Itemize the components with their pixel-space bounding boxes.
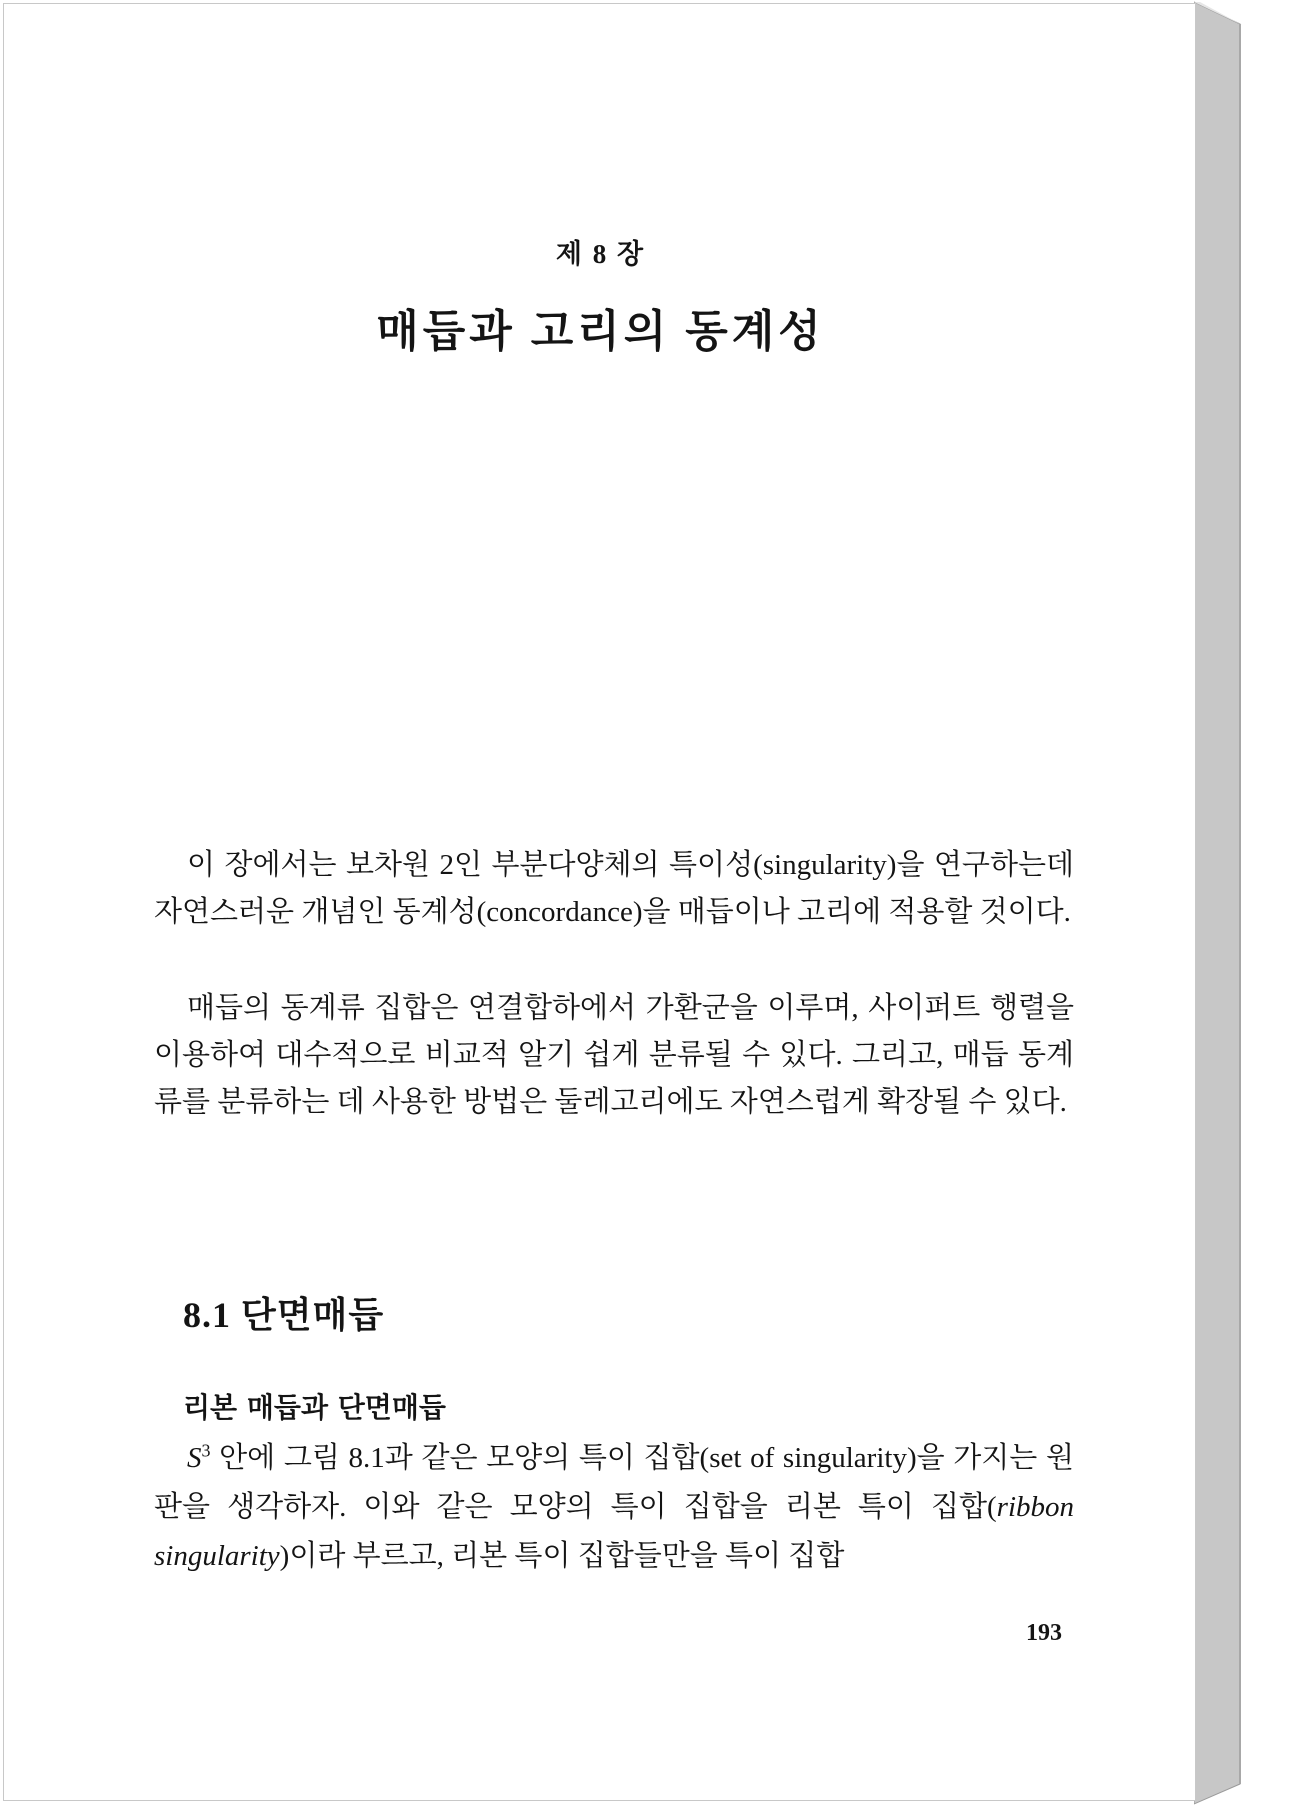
chapter-label: 제 8 장 [555,239,646,269]
section-heading: 8.1 단면매듭 [183,1295,385,1335]
subsection-heading: 리본 매듭과 단면매듭 [183,1391,446,1424]
ribbon-singularity-term: ribbon singularity [154,1491,1074,1572]
intro-paragraph-1: 이 장에서는 보차원 2인 부분다양체의 특이성(singularity)을 연구하는데 자연스러운 개념인 동계성(concordance)을 매듭이나 고리에 적용할 것이다. [154,849,1074,928]
page-number: 193 [1026,1620,1062,1646]
section-paragraph-text-2: )이라 부르고, 리본 특이 집합들만을 특이 집합 [279,1540,845,1572]
section-paragraph [154,1434,1074,1581]
chapter-title: 매듭과 고리의 동계성 [376,307,825,356]
sphere-dimension: 3 [201,1440,211,1461]
book-page-edge [1194,0,1246,1806]
book-page [3,3,1196,1801]
intro-paragraph-2: 매듭의 동계류 집합은 연결합하에서 가환군을 이루며, 사이퍼트 행렬을 이용하여 대수적으로 비교적 알기 쉽게 분류될 수 있다. 그리고, 매듭 동계류를 분류하는 데 사용한 방법은 둘레고리에도 자연스럽게 확장될 수 있다. [154,992,1074,1118]
section-paragraph-text-1: 안에 그림 8.1과 같은 모양의 특이 집합(set of singularity)을 가지는 원판을 생각하자. 이와 같은 모양의 특이 집합을 리본 특이 집합( [154,1442,1074,1523]
sphere-symbol: S [187,1442,202,1474]
